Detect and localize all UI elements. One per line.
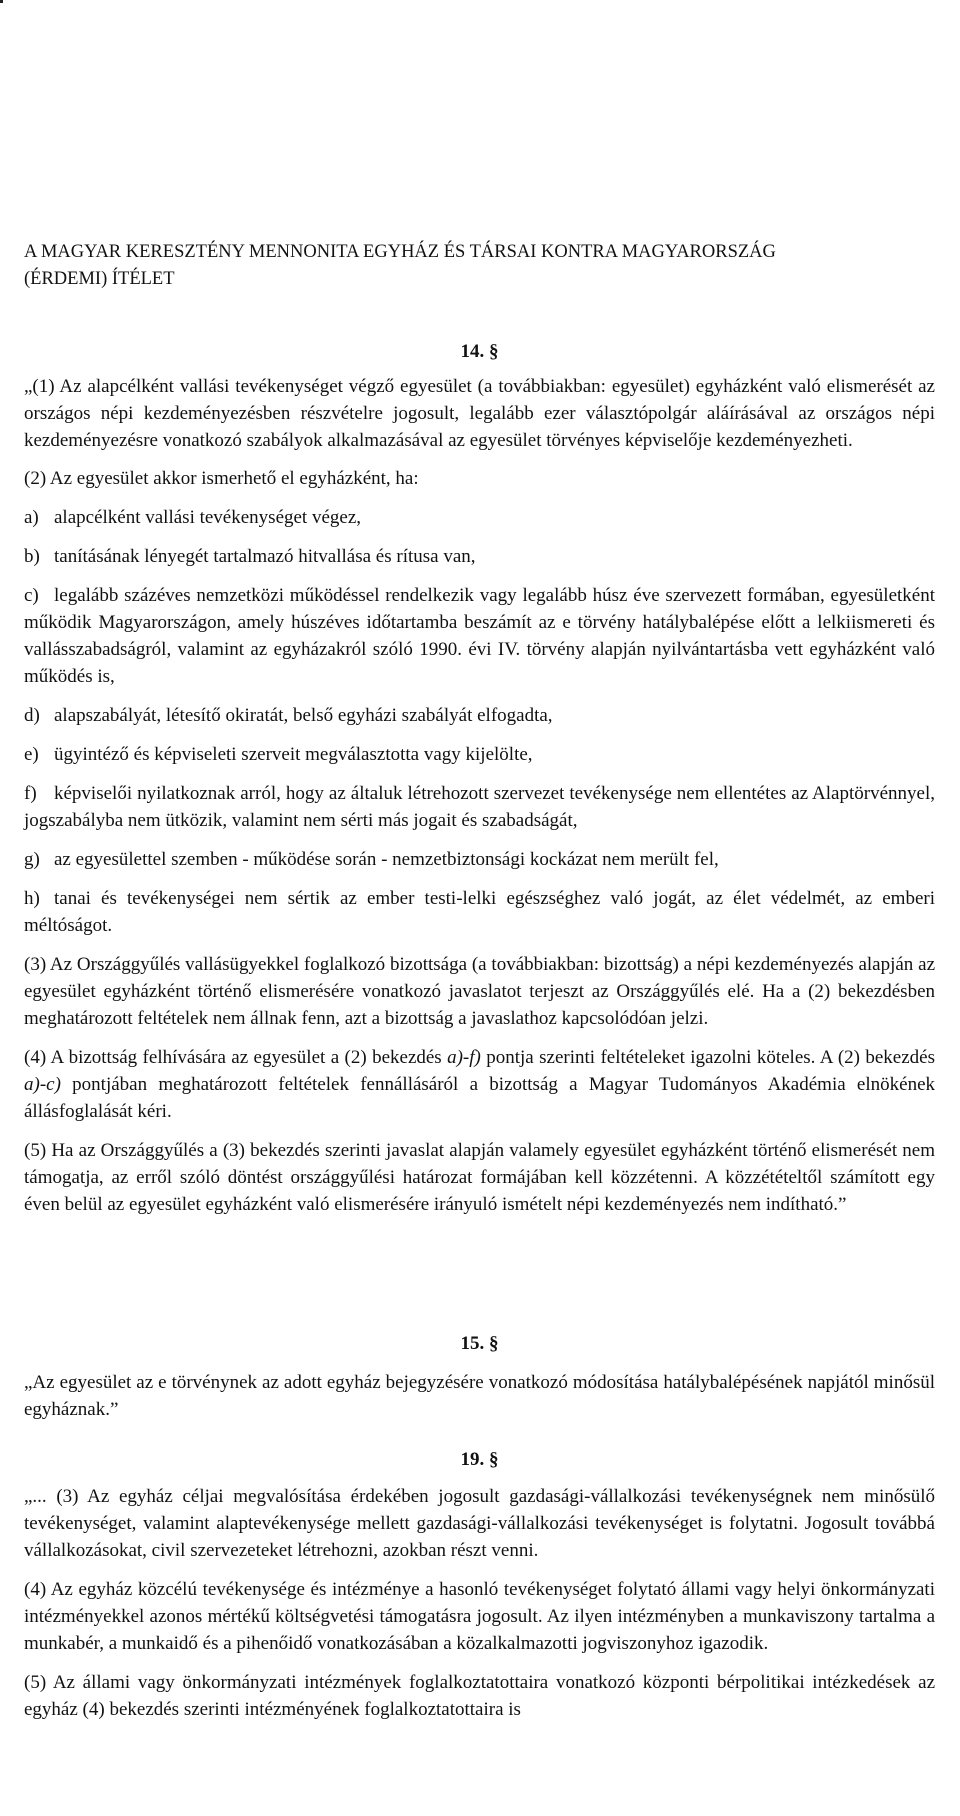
s14-item-g (24, 846, 935, 873)
s14-paragraph-5: (5) Ha az Országgyűlés a (3) bekezdés szerinti javaslat alapján valamely egyesület egyházként történő elismerését nem támogatja, az erről szóló döntést országgyűlési határozat formájában kell közzétenni. A közzétételtől számított egy éven belül az egyesület egyházként való elismerésére irányuló ismételt népi kezdeményezés nem indítható.” (24, 1140, 935, 1215)
section-19-title: 19. § (460, 1449, 499, 1470)
s14-item-b (24, 543, 935, 570)
section-15 (24, 1330, 935, 1423)
item-text: legalább százéves nemzetközi működéssel rendelkezik vagy legalább húsz éve szervezett formában, egyesületként működik Magyarországon, amely húszéves időtartamba beszámít az e törvény hatálybalépése előtt a lelkiismereti és vallásszabadságról, valamint az egyházakról szóló 1990. évi IV. törvény alapján nyilvántartásba vett egyházként való működés is, (24, 585, 935, 687)
header-line-1: A MAGYAR KERESZTÉNY MENNONITA EGYHÁZ ÉS TÁRSAI KONTRA MAGYARORSZÁG (24, 242, 776, 262)
section-15-title: 15. § (460, 1333, 499, 1354)
text-segment: pontjában meghatározott feltételek fennállásáról a bizottság a Magyar Tudományos Akadémia elnökének állásfoglalását kéri. (24, 1074, 935, 1122)
item-label: f) (24, 783, 37, 804)
item-label: b) (24, 546, 40, 567)
s14-item-c (24, 582, 935, 690)
item-label: h) (24, 888, 40, 909)
item-text: tanításának lényegét tartalmazó hitvallása és rítusa van, (54, 546, 476, 567)
text-segment: (4) A bizottság felhívására az egyesület a (2) bekezdés (24, 1047, 448, 1068)
italic-reference: a)-f) (447, 1047, 481, 1068)
item-label: g) (24, 849, 40, 870)
item-text: ügyintéző és képviseleti szerveit megválasztotta vagy kijelölte, (54, 744, 533, 765)
s19-paragraph-3: „... (3) Az egyház céljai megvalósítása érdekében jogosult gazdasági-vállalkozási tevékenységnek nem minősülő tevékenységet, valamint alaptevékenysége mellett gazdasági-vállalkozási tevékenységet is folytatni. Jogosult továbbá vállalkozásokat, civil szervezeteket létrehozni, azokban részt venni. (24, 1486, 935, 1561)
s14-paragraph-2: (2) Az egyesület akkor ismerhető el egyházként, ha: (24, 468, 419, 489)
item-text: tanai és tevékenységei nem sértik az ember testi-lelki egészséghez való jogát, az élet védelmét, az emberi méltóságot. (24, 888, 935, 936)
s14-item-a (24, 504, 935, 531)
item-label: c) (24, 585, 39, 606)
section-14 (24, 338, 935, 1218)
item-text: az egyesülettel szemben - működése során - nemzetbiztonsági kockázat nem merült fel, (54, 849, 719, 870)
item-text: képviselői nyilatkoznak arról, hogy az általuk létrehozott szervezet tevékenysége nem ellentétes az Alaptörvénnyel, jogszabályba nem ütközik, valamint nem sérti más jogait és szabadságát, (24, 783, 935, 831)
italic-reference: a)-c) (24, 1074, 61, 1095)
s14-paragraph-3: (3) Az Országgyűlés vallásügyekkel foglalkozó bizottsága (a továbbiakban: bizottság) a népi kezdeményezés alapján az egyesület egyházként történő elismerésére vonatkozó javaslatot terjeszt az Országgyűlés elé. Ha a (2) bekezdésben meghatározott feltételek nem állnak fenn, azt a bizottság a javaslathoz kapcsolódóan jelzi. (24, 954, 935, 1029)
section-19 (24, 1446, 935, 1723)
item-label: d) (24, 705, 40, 726)
section-14-title: 14. § (460, 341, 499, 362)
item-label: a) (24, 507, 39, 528)
header-line-2: (ÉRDEMI) ÍTÉLET (24, 269, 175, 289)
s14-item-e (24, 741, 935, 768)
text-segment: pontja szerinti feltételeket igazolni köteles. A (2) bekezdés (480, 1047, 935, 1068)
s14-paragraph-1: „(1) Az alapcélként vallási tevékenységet végző egyesület (a továbbiakban: egyesület) egyházként való elismerését az országos népi kezdeményezésben részvételre jogosult, legalább ezer választópolgár aláírásával az országos népi kezdeményezésre vonatkozó szabályok alkalmazásával az egyesület törvényes képviselője kezdeményezheti. (24, 376, 935, 451)
s14-item-f (24, 780, 935, 834)
item-label: e) (24, 744, 39, 765)
s19-paragraph-5: (5) Az állami vagy önkormányzati intézmények foglalkoztatottaira vonatkozó központi bérpolitikai intézkedések az egyház (4) bekezdés szerinti intézményének foglalkoztatottaira is (24, 1672, 935, 1720)
s19-paragraph-4: (4) Az egyház közcélú tevékenysége és intézménye a hasonló tevékenységet folytató állami vagy helyi önkormányzati intézményekkel azonos mértékű költségvetési támogatásra jogosult. Az ilyen intézményben a munkaviszony tartalma a munkabér, a munkaidő és a pihenőidő vonatkozásában a közalkalmazotti jogviszonyhoz igazodik. (24, 1579, 935, 1654)
item-text: alapszabályát, létesítő okiratát, belső egyházi szabályát elfogadta, (54, 705, 553, 726)
s15-paragraph-1: „Az egyesület az e törvénynek az adott egyház bejegyzésére vonatkozó módosítása hatálybalépésének napjától minősül egyháznak.” (24, 1372, 935, 1420)
s14-item-d (24, 702, 935, 729)
scan-mark (0, 0, 3, 3)
item-text: alapcélként vallási tevékenységet végez, (54, 507, 362, 528)
s14-paragraph-4 (24, 1044, 935, 1125)
s14-item-h (24, 885, 935, 939)
document-header (24, 239, 935, 293)
